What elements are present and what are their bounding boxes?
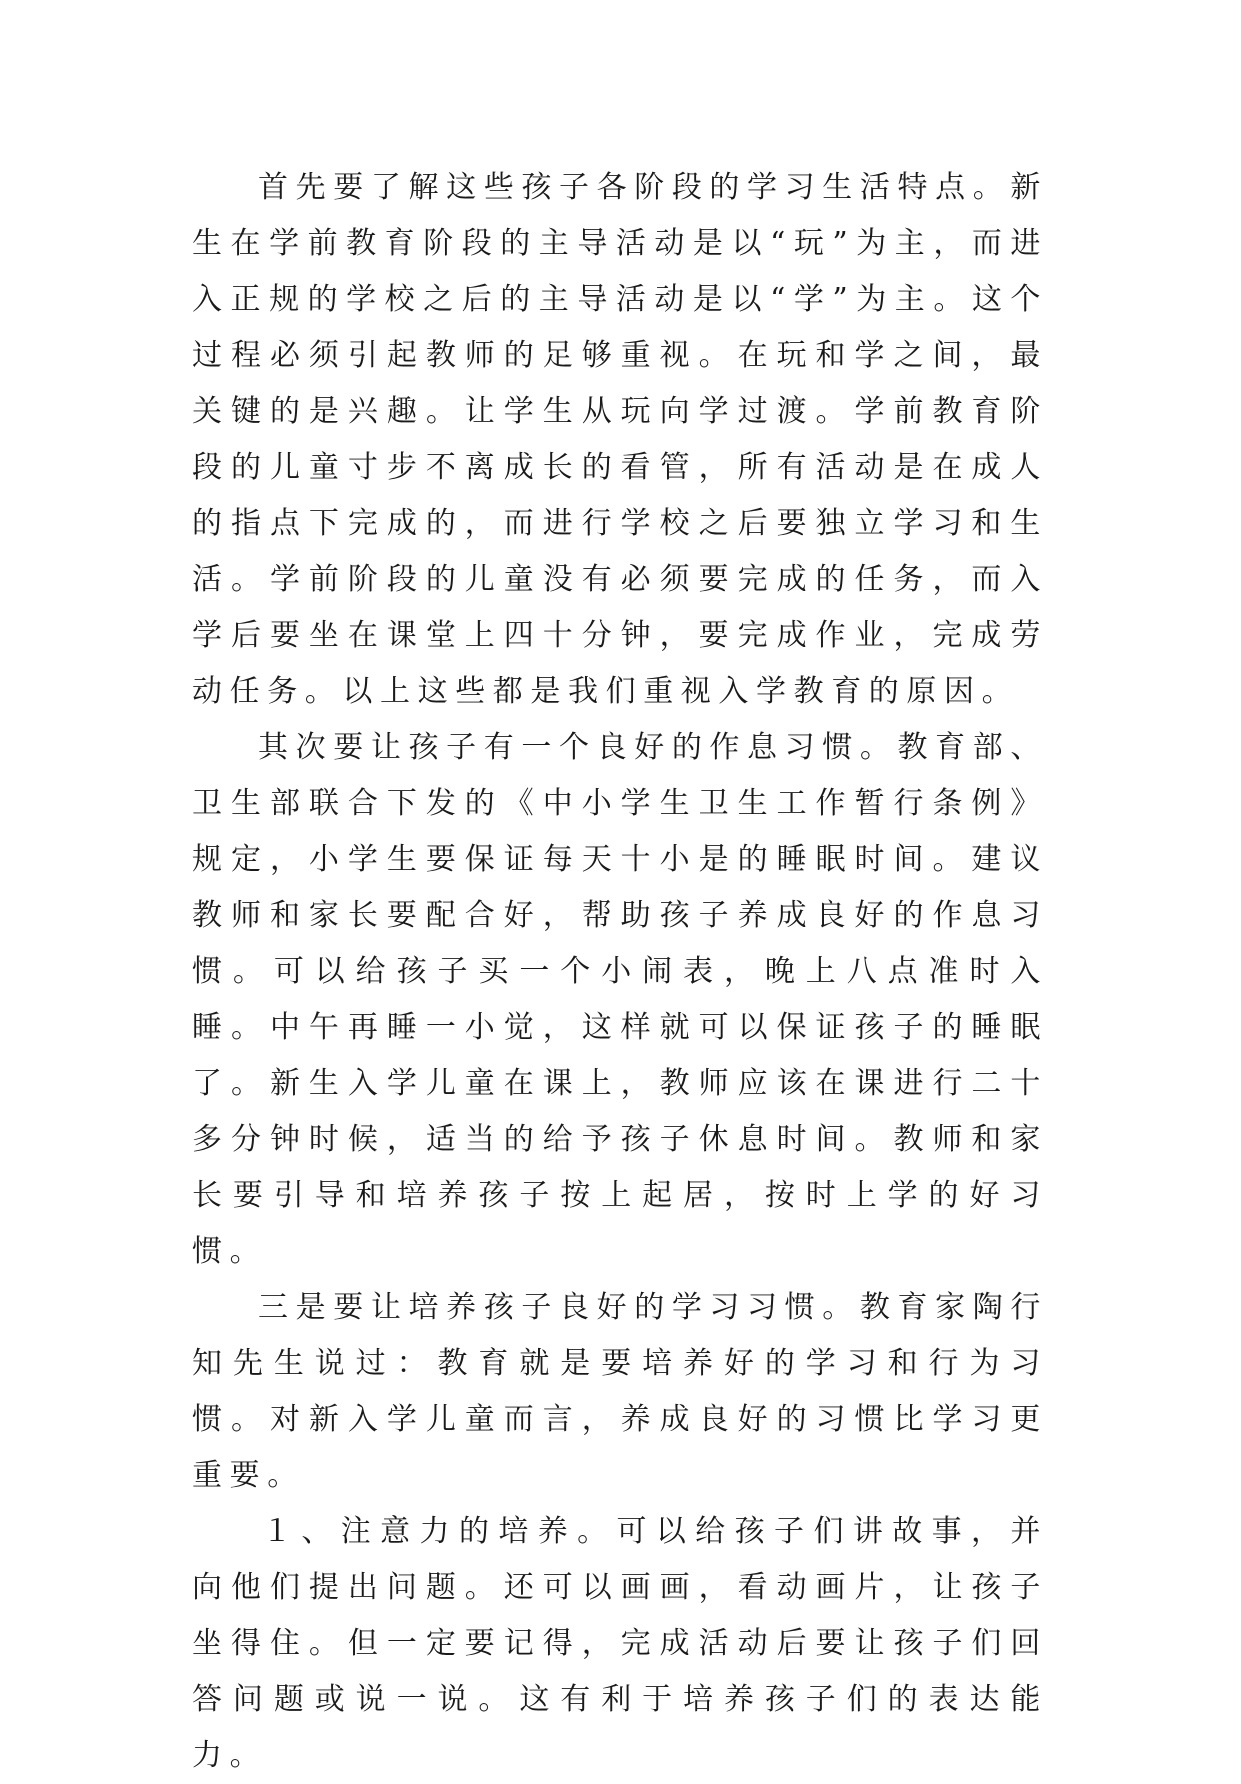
document-body <box>192 160 1048 1784</box>
paragraph-learning-characteristics: 首先要了解这些孩子各阶段的学习生活特点。新生在学前教育阶段的主导活动是以“玩”为主，而进入正规的学校之后的主导活动是以“学”为主。这个过程必须引起教师的足够重视。在玩和学之间，最关键的是兴趣。让学生从玩向学过渡。学前教育阶段的儿童寸步不离成长的看管，所有活动是在成人的指点下完成的，而进行学校之后要独立学习和生活。学前阶段的儿童没有必须要完成的任务，而入学后要坐在课堂上四十分钟，要完成作业，完成劳动任务。以上这些都是我们重视入学教育的原因。 <box>192 170 1048 709</box>
paragraph-study-habits: 三是要让培养孩子良好的学习习惯。教育家陶行知先生说过：教育就是要培养好的学习和行为习惯。对新入学儿童而言，养成良好的习惯比学习更重要。 <box>192 1290 1048 1493</box>
paragraph-attention-training: １、注意力的培养。可以给孩子们讲故事，并向他们提出问题。还可以画画，看动画片，让孩子坐得住。但一定要记得，完成活动后要让孩子们回答问题或说一说。这有利于培养孩子们的表达能力。 <box>192 1514 1048 1773</box>
paragraph-sleep-habits: 其次要让孩子有一个良好的作息习惯。教育部、卫生部联合下发的《中小学生卫生工作暂行条例》规定，小学生要保证每天十小是的睡眠时间。建议教师和家长要配合好，帮助孩子养成良好的作息习惯。可以给孩子买一个小闹表，晚上八点准时入睡。中午再睡一小觉，这样就可以保证孩子的睡眠了。新生入学儿童在课上，教师应该在课进行二十多分钟时候，适当的给予孩子休息时间。教师和家长要引导和培养孩子按上起居，按时上学的好习惯。 <box>192 730 1048 1269</box>
